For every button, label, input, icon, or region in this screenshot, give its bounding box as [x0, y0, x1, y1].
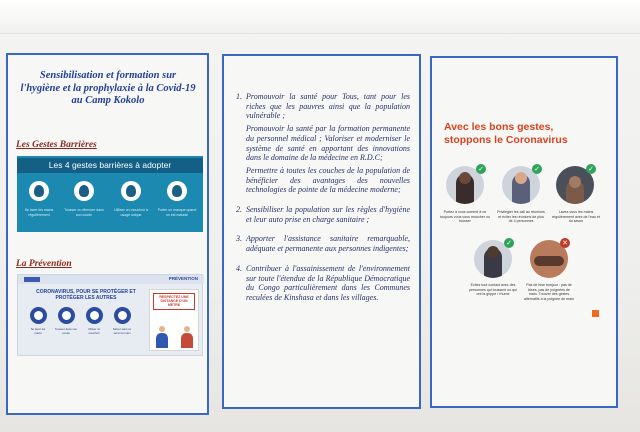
mission-paragraph: Promouvoir la santé pour Tous, tant pour les riches que les pauvres ainsi que la population vulnérable ; — [246, 92, 410, 121]
mission-number: 4. — [236, 263, 242, 273]
gesture-caption: Lavez-vous les mains régulièrement avec de l'eau et du savon — [551, 210, 601, 223]
distance-illustration — [149, 289, 199, 351]
flag-icon — [24, 277, 40, 282]
hand-wash-icon — [30, 307, 47, 324]
distance-label: RESPECTEZ UNE DISTANCE D'UN MÈTRE — [153, 293, 195, 310]
gesture-caption: Portez à vous comme à ne toujours vous vous moucher ou tousser — [440, 210, 490, 223]
prevention-caption: Saluer sans se serrer la main — [112, 327, 132, 335]
gesture-caption: Evitez tout contact avec des personnes qui toussent ou qui ont la grippe / rhume — [469, 283, 517, 296]
gestes-caption: Tousser ou éternuer dans son coude — [64, 208, 104, 217]
cross-icon: ✕ — [560, 238, 570, 248]
no-handshake-icon — [114, 307, 131, 324]
brochure-panel-right — [430, 56, 618, 408]
mission-paragraph: Apporter l'assistance sanitaire remarquable, adéquate et permanente aux personnes indigentes; — [246, 234, 410, 254]
gestes-barrieres-poster — [17, 156, 203, 232]
brochure-panel-left — [6, 53, 209, 415]
check-icon: ✓ — [586, 164, 596, 174]
hand-wash-icon — [29, 181, 49, 201]
paper-fold — [0, 0, 640, 34]
mission-item — [236, 92, 410, 198]
tissue-icon — [86, 307, 103, 324]
mission-list — [236, 92, 410, 313]
gestes-poster-title: Les 4 gestes barrières à adopter — [17, 158, 203, 173]
prevention-poster-bar — [18, 275, 204, 284]
gesture-caption: Privilégier les call au réunions et éviter les réunions de plus de 4 personnes — [497, 210, 545, 223]
prevention-caption: Se laver les mains — [30, 327, 46, 335]
check-icon: ✓ — [532, 164, 542, 174]
cough-elbow-icon — [58, 307, 75, 324]
mission-item — [236, 264, 410, 306]
mission-paragraph: Permettre à toutes les couches de la population de bénéficier des avantages des nouvelles technologies de pointe de la médecine moderne; — [246, 165, 410, 195]
prevention-headline: CORONAVIRUS, POUR SE PROTÉGER ET PROTÉGER LES AUTRES — [36, 289, 136, 301]
coronavirus-heading-line: Avec les bons gestes, — [444, 121, 554, 133]
gestes-caption: Utiliser un mouchoir à usage unique — [114, 208, 148, 217]
prevention-tag: PRÉVENTION — [168, 276, 198, 281]
prevention-caption: Utiliser un mouchoir — [87, 327, 101, 335]
gestes-barrieres-heading: Les Gestes Barrières — [16, 140, 97, 150]
orange-logo-icon — [592, 310, 599, 317]
cough-elbow-icon — [74, 181, 94, 201]
check-icon: ✓ — [476, 164, 486, 174]
prevention-caption: Tousser dans son coude — [55, 327, 77, 335]
person-illustration — [181, 326, 193, 348]
person-illustration — [156, 326, 168, 348]
gestes-caption: Se laver les mains régulièrement — [24, 208, 54, 217]
mask-icon — [167, 181, 187, 201]
tissue-icon — [121, 181, 141, 201]
brochure-title: Sensibilisation et formation sur l'hygiène et la prophylaxie à la Covid-19 au Camp Kokolo — [20, 70, 196, 106]
gestes-caption: Porter un masque quand on est malade — [157, 208, 197, 217]
gesture-caption: Pas de bise bonjour : pas de bises, pas de poignées de main. Trouver des gestes alternatifs à la poignée de main — [524, 283, 574, 301]
coronavirus-heading — [444, 121, 604, 146]
mission-item — [236, 234, 410, 256]
mission-number: 3. — [236, 234, 242, 244]
mission-item — [236, 205, 410, 227]
mission-number: 1. — [236, 92, 242, 101]
mission-paragraph: Contribuer à l'assainissement de l'environnement sur toute l'étendue de la République Démocratique du Congo particulièrement dans les Communes reculées de Kinshasa et dans les villages. — [246, 263, 410, 302]
brochure-panel-middle — [222, 54, 421, 409]
prevention-poster — [17, 274, 203, 356]
mission-number: 2. — [236, 205, 242, 215]
coronavirus-heading-line: stoppons le Coronavirus — [444, 133, 568, 146]
check-icon: ✓ — [504, 238, 514, 248]
prevention-heading: La Prévention — [16, 259, 72, 269]
mission-paragraph: Sensibiliser la population sur les règles d'hygiène et leur auto prise en charge sanitaire ; — [246, 205, 410, 224]
mission-paragraph: Promouvoir la santé par la formation permanente du personnel médical ; Valoriser et moderniser le système de santé en apportant des innovations dans le domaine de la médecine en R.D.C; — [246, 124, 410, 163]
